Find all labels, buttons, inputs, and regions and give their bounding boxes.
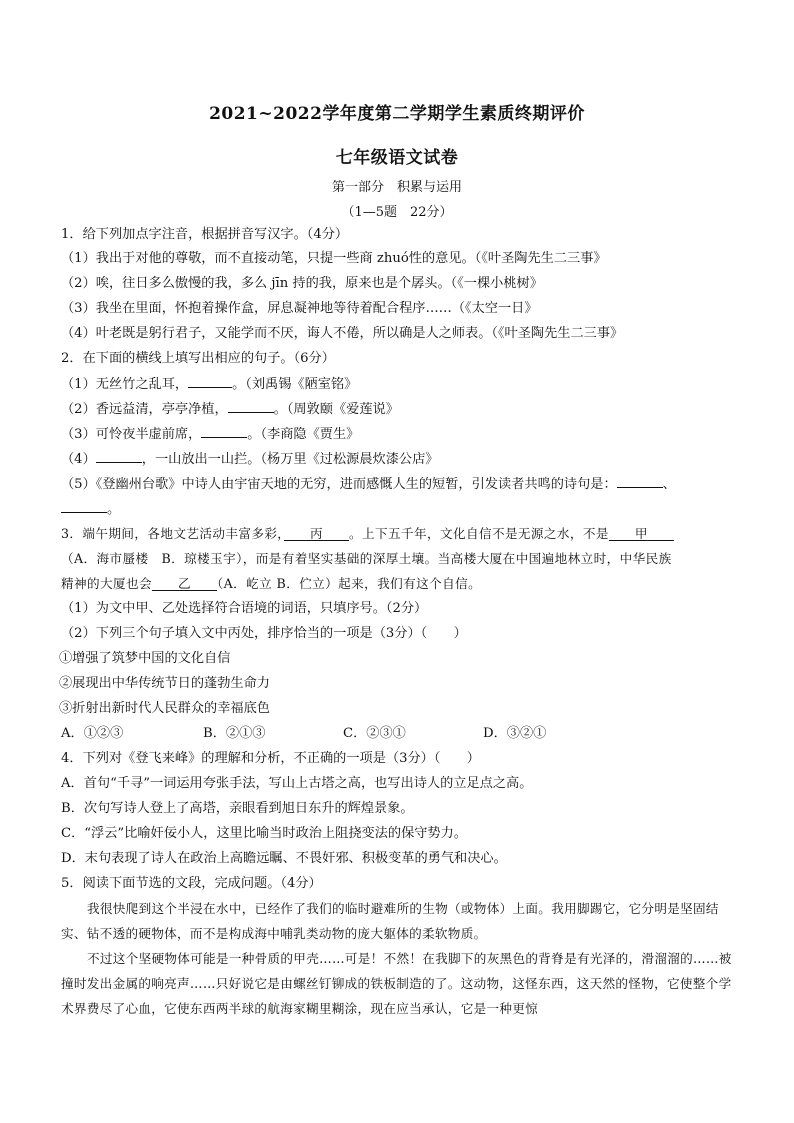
q2-item-2-post: 。（周敦颐《爱莲说》 (273, 402, 399, 417)
q1-stem: 1．给下列加点字注音，根据拼音写汉字。（4分） (61, 227, 349, 242)
q2-item-1-post: 。（刘禹锡《陋室铭》 (232, 377, 358, 392)
q1-item-2: （2）唉，往日多么傲慢的我，多么 jīn 持的我，原来也是个孱头。（《一棵小桃树》 (61, 276, 543, 291)
blank-jia (609, 526, 674, 541)
q3-options (61, 725, 741, 743)
q4-stem: 4．下列对《登飞来峰》的理解和分析，不正确的一项是（3分）（ ） (61, 751, 480, 766)
q3-sub-1: （1）为文中甲、乙处选择符合语境的词语，只填序号。（2分） (61, 601, 428, 616)
q3-line-3 (61, 575, 741, 593)
blank-yi (152, 576, 217, 591)
q3-text-a: 3．端午期间，各地文艺活动丰富多彩， (61, 526, 285, 541)
q4-option-b[interactable]: B．次句写诗人登上了高塔，亲眼看到旭日东升的辉煌景象。 (61, 801, 414, 816)
q3-line-2: （A．海市蜃楼 B．琼楼玉宇），而是有着坚实基础的深厚土壤。当高楼大厦在中国遍地林立时，中华民族 (61, 551, 672, 566)
blank-jia-label: 甲 (634, 526, 648, 541)
answer-blank[interactable] (188, 375, 232, 388)
answer-blank[interactable] (228, 400, 274, 413)
q2-item-2-pre: （2）香远益清，亭亭净植， (61, 402, 228, 417)
part-range: （1—5题 22分） (341, 205, 453, 220)
q1-item-3: （3）我坐在里面，怀抱着操作盒，屏息凝神地等待着配合程序……（《太空一日》 (61, 301, 538, 316)
q2-item-3-post: 。（李商隐《贾生》 (247, 427, 360, 442)
q3-text-d: （A．屹立 B．伫立）起来，我们有这个自信。 (216, 576, 482, 591)
blank-bing-label: 丙 (310, 526, 324, 541)
q5-stem: 5．阅读下面节选的文段，完成问题。（4分） (61, 876, 322, 891)
q3-sentence-2: ②展现出中华传统节日的蓬勃生命力 (59, 676, 270, 691)
q3-text-b: 。上下五千年，文化自信不是无源之水，不是 (349, 526, 609, 541)
q2-item-1-pre: （1）无丝竹之乱耳， (61, 377, 189, 392)
q2-item-1 (61, 375, 741, 394)
answer-blank[interactable] (96, 450, 142, 463)
q3-text-c: 精神的大厦也会 (61, 576, 152, 591)
part-heading: 第一部分 积累与运用 (331, 180, 462, 195)
q4-option-a[interactable]: A．首句“千寻”一词运用夸张手法，写山上古塔之高，也写出诗人的立足点之高。 (61, 776, 533, 791)
answer-blank[interactable] (201, 425, 247, 438)
q5-paragraph-1: 我很快爬到这个半浸在水中，已经作了我们的临时避难所的生物（或物体）上面。我用脚踢它，它分明是坚固结实、钻不透的硬物体，而不是构成海中哺乳类动物的庞大躯体的柔软物质。 (61, 901, 719, 941)
q1-item-4: （4）叶老既是躬行君子，又能学而不厌，诲人不倦，所以确是人之师表。（《叶圣陶先生二三事》 (61, 326, 624, 341)
q2-item-3 (61, 425, 741, 444)
q2-item-5-cont (61, 500, 741, 519)
answer-blank[interactable] (61, 500, 107, 513)
q3-option-b[interactable]: B．②①③ (203, 726, 266, 741)
q2-item-5 (61, 475, 741, 494)
q2-item-3-pre: （3）可怜夜半虚前席， (61, 427, 202, 442)
q3-sentence-3: ③折射出新时代人民群众的幸福底色 (59, 701, 270, 716)
exam-title: 2021~2022学年度第二学期学生素质终期评价 (209, 104, 585, 124)
q2-item-4-pre: （4） (61, 452, 96, 467)
q1-item-1: （1）我出于对他的尊敬，而不直接动笔，只提一些商 zhuó性的意见。（《叶圣陶先生二三事》 (61, 251, 607, 266)
q3-option-d[interactable]: D．③②① (483, 726, 547, 741)
blank-yi-label: 乙 (177, 576, 191, 591)
blank-bing (284, 526, 349, 541)
q2-item-4-post: ，一山放出一山拦。（杨万里《过松源晨炊漆公店》 (141, 452, 439, 467)
answer-blank[interactable] (617, 475, 663, 488)
q2-item-2 (61, 400, 741, 419)
q2-stem: 2．在下面的横线上填写出相应的句子。（6分） (61, 351, 335, 366)
q3-line-1 (61, 525, 741, 543)
q2-item-6-post: 。 (107, 502, 121, 517)
q3-sentence-1: ①增强了筑梦中国的文化自信 (59, 651, 231, 666)
q2-item-5-pre: （5）《登幽州台歌》中诗人由宇宙天地的无穷，进而感慨人生的短暂，引发读者共鸣的诗句是： (61, 477, 617, 492)
q3-option-a[interactable]: A．①②③ (61, 726, 124, 741)
q4-option-c[interactable]: C．“浮云”比喻奸佞小人，这里比喻当时政治上阻挠变法的保守势力。 (61, 826, 468, 841)
q2-item-4 (61, 450, 741, 469)
q3-sub-2: （2）下列三个句子填入文中丙处，排序恰当的一项是（3分）（ ） (61, 626, 467, 641)
q4-option-d[interactable]: D．末句表现了诗人在政治上高瞻远瞩、不畏奸邪、积极变革的勇气和决心。 (61, 851, 507, 866)
q2-item-5-post: 、 (662, 477, 676, 492)
q5-paragraph-2: 不过这个坚硬物体可能是一种骨质的甲壳……可是！不然！在我脚下的灰黑色的背脊是有光泽的，滑溜溜的……被撞时发出金属的响亮声……只好说它是由螺丝钉铆成的铁板制造的了。这动物，这怪东西，这天然的怪物，它使整个学术界费尽了心血，它使东西两半球的航海家糊里糊涂，现在应当承认，它是一种更惊 (61, 951, 732, 1016)
q3-option-c[interactable]: C．②③① (343, 726, 406, 741)
exam-subtitle: 七年级语文试卷 (335, 148, 459, 168)
